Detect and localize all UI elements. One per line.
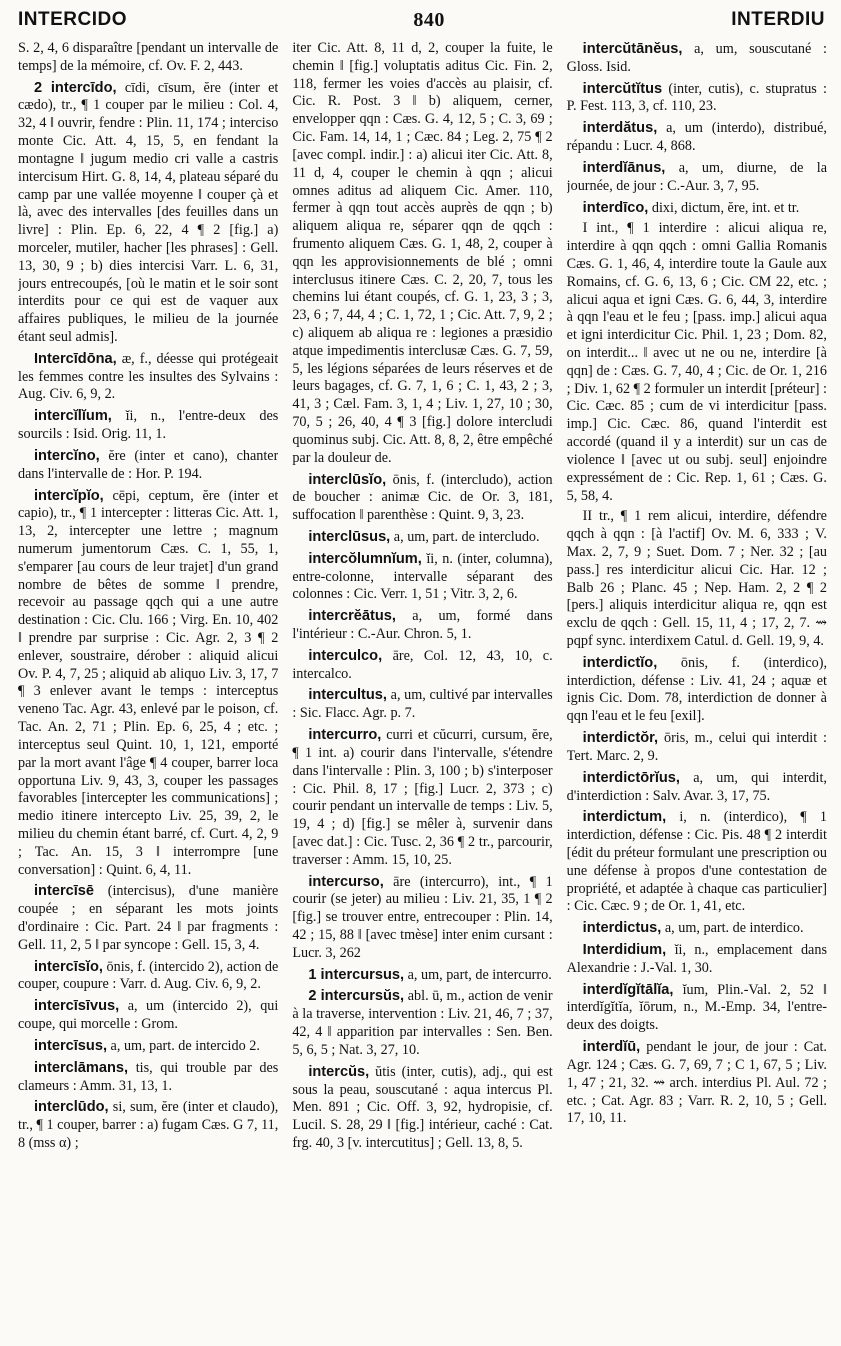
dictionary-entry — [18, 350, 278, 404]
entry-definition: a, um (interdo), distribué, répandu : Lucr. 4, 868. — [566, 120, 827, 155]
entry-headword: 2 intercīdo, — [34, 79, 117, 96]
entry-definition: a, um, cultivé par intervalles : Sic. Flacc. Agr. p. 7. — [292, 687, 553, 722]
entry-definition: i, n. (interdico), ¶ 1 interdiction, défense : Cic. Pis. 48 ¶ 2 interdit [édit du préteur formulant une prescription ou une défense à propos d'une contestation de propriété, et adaptée à chaque cas particulier] : Cic. Cæc. 9 ; de Or. 1, 41, etc. — [566, 809, 827, 915]
entry-headword: intercĭlĭum, — [34, 408, 112, 425]
dictionary-entry — [567, 508, 827, 651]
dictionary-entry — [292, 686, 552, 723]
entry-definition: cīdi, cīsum, ĕre (inter et cædo), tr., ¶ 1 couper par le milieu : Col. 4, 32, 4 ‖ ouvrir, fendre : Plin. 11, 174 ; interciso monte Cic. Att. 4, 15, 5, en fendant la montagne ‖ jugum medio cri valle a castris intercisum Hirt. G. 8, 14, 4, plateau séparé du camp par une vallée moyenne ‖ couper çà et là, avec des intervalles [des feuilles dans un livre] : Plin. Ep. 6, 22, 4 ¶ 2 [fig.] a) morceler, mutiler, hacher [les phrases] : Gell. 13, 30, 9 ; b) dies intercisi Varr. L. 6, 31, jours entrecoupés, [où le matin et le soir sont interdits pour ce qui est de vaquer aux affaires publiques, le milieu de la journée étant seul admis]. — [18, 79, 279, 345]
entry-headword: interclūsus, — [308, 528, 391, 545]
entry-headword: interdictus, — [582, 920, 662, 937]
dictionary-entry — [292, 471, 552, 525]
dictionary-entry — [18, 882, 278, 954]
entry-headword: intercīsīvus, — [34, 998, 120, 1015]
entry-definition: II tr., ¶ 1 rem alicui, interdire, défendre qqch à qqn : [à l'actif] Ov. M. 6, 333 ; V. Max. 2, 7, 9 ; Suet. Dom. 7 ; Ner. 32 ; [au pass.] res interdicitur alicui Cic. Har. 12 ; Balb 26 ; Planc. 45 ; Nep. Ham. 2, 2 ¶ 2 [pers.] aliquis interdicitur aliqua re, qqn est exclu de qqch : Gell. 15, 11, 4 ; 17, 2, 7. ⇝ pqpf sync. interdixem Catul. d. Gell. 19, 9, 4. — [566, 508, 827, 649]
left-guide-word: INTERCIDO — [18, 9, 127, 30]
entry-headword: intercultus, — [308, 687, 387, 704]
dictionary-entry — [18, 1098, 278, 1152]
column-1 — [18, 40, 278, 1338]
dictionary-entry — [567, 941, 827, 978]
dictionary-entry — [567, 80, 827, 117]
entry-definition: ĭi, n., emplacement dans Alexandrie : J.-Val. 1, 30. — [566, 942, 827, 976]
entry-headword: intercŏlumnĭum, — [308, 550, 422, 567]
entry-definition: pendant le jour, de jour : Cat. Agr. 124 ; Cæs. G. 7, 69, 7 ; C 1, 67, 5 ; Liv. 1, 47 ; 21, 32. ⇝ arch. interdius Pl. Aul. 72 ; etc. ; Cat. Agr. 83 ; Varr. R. 2, 10, 5 ; Gell. 17, 10, 11. — [566, 1039, 827, 1127]
entry-headword: interclūdo, — [34, 1099, 109, 1116]
dictionary-entry — [567, 729, 827, 766]
dictionary-entry — [292, 726, 552, 870]
entry-definition: cēpi, ceptum, ĕre (inter et capio), tr., ¶ 1 intercepter : litteras Cic. Att. 1, 13, 2, intercepter une lettre ; magnum numerum jumentorum Cæs. C. 1, 55, 1, s'emparer [au cours de leur trajet] d'un grand nombre de bêtes de somme ‖ prendre, recevoir au passage qqch qui a une autre destination : Cic. Clu. 166 ; Virg. En. 10, 402 ‖ prendre par surprise : Cic. Agr. 2, 3 ¶ 2 enlever, soustraire, dérober : aliquid alicui Ov. P. 4, 7, 25 ; aliquid ab aliquo Liv. 3, 17, 7 ¶ 3 enlever avant le temps : interceptus veneno Tac. Agr. 43, enlevé par le poison, cf. Tac. An. 2, 71 ; Plin. Ep. 6, 25, 4 ; etc. ; interceptus seul Quint. 10, 1, 121, emporté par la mort avant l'âge ¶ 4 couper, barrer loca opportuna Liv. 9, 43, 3, couper les passages favorables [intercepter les communications] ; medio itinere intercepto Liv. 25, 39, 2, le milieu du chemin étant barré, cf. Curt. 4, 2, 9 ; Tac. An. 15, 3 ‖ interrompre [une conversation] : Quint. 6, 4, 11. — [18, 487, 279, 878]
dictionary-entry — [18, 407, 278, 444]
entry-definition: ĭi, n., l'entre-deux des sourcils : Isid. Orig. 11, 1. — [18, 408, 279, 443]
entry-definition: iter Cic. Att. 8, 11 d, 2, couper la fuite, le chemin ‖ [fig.] voluptatis aditus Cic. Fin. 2, 118, fermer les voies d'accès au plaisir, cf. Cic. R. Post. 3 ‖ b) aliquem, cerner, envelopper qqn : Cæs. G. 4, 12, 5 ; C. 3, 69 ; Cic. Fam. 14, 14, 1 ; Cæc. 84 ; Leg. 2, 75 ¶ 2 [avec compl. indir.] : a) alicui iter Cic. Att. 8, 11 d, 4, couper le chemin à qqn ; alicui omnes aditus ad aliquem Cic. Amer. 110, fermer à qqn tout accès auprès de qqn ; b) aliquem aliqua re, séparer qqn de qqch : frumento aliquem Cæs. G. 1, 48, 2, couper à qqn les approvisionnements de blé ; omni interclusus itinere Cæs. C. 2, 20, 7, tous les chemins lui étant coupés, cf. G. 1, 23, 3 ; 3, 23, 6 ; 7, 44, 4 ; C. 1, 72, 1 ; Cic. Att. 7, 9, 2 ; c) aliquem ab aliqua re : legiones a præsidio atque impedimentis interclusæ Cæs. G. 7, 59, 5, les légions séparées de leurs réserves et de leurs bagages, cf. G. 7, 1, 6 ; C. 1, 43, 2 ; 3, 41, 3 ; Cæl. Fam. 3, 1, 4 ; Liv. 1, 27, 10 ; 30, 70, 5 ; 26, 40, 4 ¶ 3 [fig.] dolore intercludi quominus subj. Cic. Att. 8, 8, 2, être empêché par la douleur de. — [292, 40, 553, 466]
entry-definition: ōris, m., celui qui interdit : Tert. Marc. 2, 9. — [566, 730, 827, 764]
dictionary-entry — [292, 607, 552, 644]
entry-definition: ōnis, f. (intercido 2), action de couper, coupure : Varr. d. Aug. Civ. 6, 9, 2. — [18, 958, 279, 993]
entry-definition: (inter, cutis), c. stupratus : P. Fest. 113, 3, cf. 110, 23. — [566, 80, 827, 115]
entry-definition: (intercisus), d'une manière coupée ; en séparant les mots joints d'ordinaire : Cic. Part. 24 ‖ par fragments : Gell. 11, 2, 5 ‖ par syncope : Gell. 15, 3, 4. — [18, 883, 279, 953]
entry-definition: ŭtis (inter, cutis), adj., qui est sous la peau, souscutané : aqua intercus Pl. Men. 891 ; Cic. Off. 3, 92, hydropisie, cf. Lucil. S. 28, 29 ‖ [fig.] intérieur, caché : Cat. frg. 40, 3 [v. intercutitus] ; Gell. 13, 8, 5. — [292, 1063, 553, 1151]
dictionary-entry — [567, 654, 827, 726]
entry-headword: intercŭtānĕus, — [582, 41, 683, 57]
entry-headword: interdictum, — [582, 809, 667, 826]
entry-definition: æ, f., déesse qui protégeait les femmes contre les insultes des Sylvains : Aug. Civ. 6, 9, 2. — [18, 350, 279, 403]
dictionary-entry — [567, 808, 827, 916]
entry-headword: intercurro, — [308, 727, 382, 744]
dictionary-entry — [292, 1063, 552, 1153]
entry-headword: interclāmans, — [34, 1059, 129, 1076]
entry-definition: ĕre (inter et cano), chanter dans l'intervalle de : Hor. P. 194. — [18, 447, 279, 482]
entry-headword: interdictōrĭus, — [582, 769, 680, 786]
dictionary-entry — [567, 769, 827, 806]
column-3 — [567, 40, 827, 1338]
entry-definition: a, um, souscutané : Gloss. Isid. — [566, 41, 827, 75]
entry-definition: ōnis, f. (interdico), interdiction, défense : Liv. 41, 24 ; aquæ et ignis Cic. Dom. 78, interdiction de donner à qqn l'eau et le feu [exil]. — [566, 654, 827, 725]
entry-headword: intercīsus, — [34, 1037, 107, 1054]
entry-definition: S. 2, 4, 6 disparaître [pendant un intervalle de temps] de la mémoire, cf. Ov. F. 2, 443. — [18, 40, 279, 74]
entry-definition: ĭi, n. (inter, columna), entre-colonne, intervalle séparant des colonnes : Cic. Verr. 1, 51 ; Vitr. 3, 2, 6. — [292, 550, 553, 603]
dictionary-entry — [567, 40, 827, 77]
dictionary-entry — [18, 997, 278, 1034]
entry-headword: 2 intercursŭs, — [308, 988, 405, 1005]
entry-definition: a, um, part. de intercido 2. — [110, 1037, 260, 1054]
entry-definition: a, um, part. de interdico. — [664, 920, 804, 937]
dictionary-entry — [292, 987, 552, 1059]
entry-headword: interdĭgĭtālĭa, — [582, 981, 674, 998]
entry-definition: āre (intercurro), int., ¶ 1 courir (se jeter) au milieu : Liv. 21, 35, 1 ¶ 2 [fig.] se trouver entre, entrecouper : Plin. 14, 42 ; 15, 88 ‖ [avec tmèse] inter enim cursant : Lucr. 3, 262 — [292, 873, 553, 961]
entry-headword: 1 intercursus, — [308, 966, 405, 983]
right-guide-word: INTERDIU — [731, 9, 825, 30]
dictionary-entry — [567, 981, 827, 1035]
dictionary-entry — [18, 958, 278, 995]
dictionary-entry — [292, 873, 552, 963]
dictionary-entry — [18, 447, 278, 484]
dictionary-entry — [18, 40, 278, 76]
entry-headword: intercŭtĭtus — [582, 80, 663, 97]
entry-headword: interculco, — [308, 647, 383, 664]
entry-headword: Intercīdōna, — [34, 350, 117, 367]
entry-definition: si, sum, ĕre (inter et claudo), tr., ¶ 1 couper, barrer : a) fugam Cæs. G 7, 11, 8 (mss α) ; — [18, 1099, 279, 1151]
page-number: 840 — [413, 8, 445, 31]
entry-headword: intercrĕātus, — [308, 608, 396, 625]
entry-headword: interdătus, — [582, 120, 658, 137]
entry-definition: tis, qui trouble par des clameurs : Amm. 31, 13, 1. — [18, 1059, 279, 1094]
entry-definition: a, um, part. de intercludo. — [393, 528, 540, 545]
entry-definition: curri et cŭcurri, cursum, ĕre, ¶ 1 int. a) courir dans l'intervalle, s'étendre dans l'intervalle : Plin. 3, 100 ; b) s'interposer : Cic. Phil. 8, 17 ; [fig.] Lucr. 2, 373 ; c) courir pendant un intervalle de temps : Liv. 5, 19, 4 ; d) [fig.] se mêler à, survenir dans [avec dat.] : Cic. Tusc. 2, 36 ¶ 2 tr., parcourir, traverser : Amm. 15, 10, 25. — [292, 727, 553, 868]
entry-definition: a, um, formé dans l'intérieur : C.-Aur. Chron. 5, 1. — [292, 608, 553, 642]
entry-definition: abl. ū, m., action de venir à la traverse, intervention : Liv. 21, 46, 7 ; 37, 42, 4 ‖ apparition par intervalles : Sen. Ben. 5, 6, 5 ; Nat. 3, 27, 10. — [292, 988, 553, 1058]
entry-headword: intercīsē — [34, 883, 95, 900]
entry-definition: a, um, qui interdit, d'interdiction : Salv. Avar. 3, 17, 75. — [566, 769, 827, 804]
dictionary-entry — [567, 220, 827, 505]
page-header — [18, 6, 825, 34]
entry-headword: intercŭs, — [308, 1063, 370, 1080]
dictionary-entry — [292, 550, 552, 604]
entry-definition: ĭum, Plin.-Val. 2, 52 ‖ interdĭgĭtĭa, ĭōrum, n., M.-Emp. 34, l'entre-deux des doigts. — [566, 981, 827, 1034]
dictionary-entry — [18, 79, 278, 347]
entry-definition: I int., ¶ 1 interdire : alicui aliqua re, interdire à qqn qqch : omni Gallia Romanis Cæs. G. 1, 46, 4, interdire toute la Gaule aux Romains, cf. G. 6, 13, 6 ; Cic. CM 22, etc. ; alicui aqua et igni Cæs. G. 6, 44, 3, interdire à qqn l'eau et le feu ; [pass. imp.] alicui aqua et igni interdicitur Cic. Phil. 1, 23 ; Dom. 82, on interdit... ‖ avec ut ne ou ne, interdire [à qqn] de : Cæs. G. 7, 40, 4 ; Cic. de Or. 1, 216 ; Div. 1, 62 ¶ 2 formuler un interdit [préteur] : Cic. Cæc. 85 ; cum de vi interdicitur [pass. imp.] Cic. Cæc. 86, quand l'interdit est accordé (quand il y a interdit) sur un cas de violence ‖ [avec ut ou subj. seul] enjoindre expressément de : Cic. Rep. 1, 61 ; Cæs. G. 5, 58, 4. — [566, 220, 827, 504]
entry-headword: interdictĭo, — [582, 654, 658, 671]
entry-headword: interdictŏr, — [582, 730, 659, 747]
entry-headword: Interdidium, — [582, 942, 667, 958]
entry-headword: intercĭno, — [34, 447, 100, 464]
dictionary-entry — [567, 119, 827, 156]
dictionary-entry — [292, 966, 552, 985]
entry-headword: intercĭpĭo, — [34, 487, 104, 504]
entry-headword: interdĭānus, — [582, 159, 666, 176]
entry-definition: āre, Col. 12, 43, 10, c. intercalco. — [292, 647, 553, 682]
entry-definition: ōnis, f. (intercludo), action de boucher : animæ Cic. de Or. 3, 181, suffocation ‖ parenthèse : Quint. 9, 3, 23. — [292, 471, 553, 524]
entry-headword: intercurso, — [308, 873, 384, 890]
dictionary-entry — [567, 199, 827, 218]
entry-headword: interclūsĭo, — [308, 471, 387, 488]
dictionary-entry — [567, 159, 827, 196]
dictionary-entry — [567, 919, 827, 938]
entry-definition: a, um, diurne, de la journée, de jour : C.-Aur. 3, 7, 95. — [566, 159, 827, 194]
dictionary-entry — [292, 528, 552, 547]
entry-definition: dixi, dictum, ĕre, int. et tr. — [651, 199, 800, 216]
dictionary-entry — [292, 647, 552, 684]
entry-headword: interdĭū, — [582, 1039, 641, 1056]
column-2 — [292, 40, 552, 1338]
entry-headword: intercīsĭo, — [34, 958, 103, 975]
entry-definition: a, um, part, de intercurro. — [407, 966, 552, 983]
dictionary-entry — [18, 487, 278, 880]
dictionary-entry — [18, 1059, 278, 1096]
columns — [18, 40, 827, 1338]
dictionary-entry — [292, 40, 552, 468]
entry-definition: a, um (intercido 2), qui coupe, qui morcelle : Grom. — [18, 998, 279, 1033]
entry-headword: interdīco, — [582, 199, 649, 216]
dictionary-entry — [18, 1037, 278, 1056]
dictionary-entry — [567, 1038, 827, 1128]
